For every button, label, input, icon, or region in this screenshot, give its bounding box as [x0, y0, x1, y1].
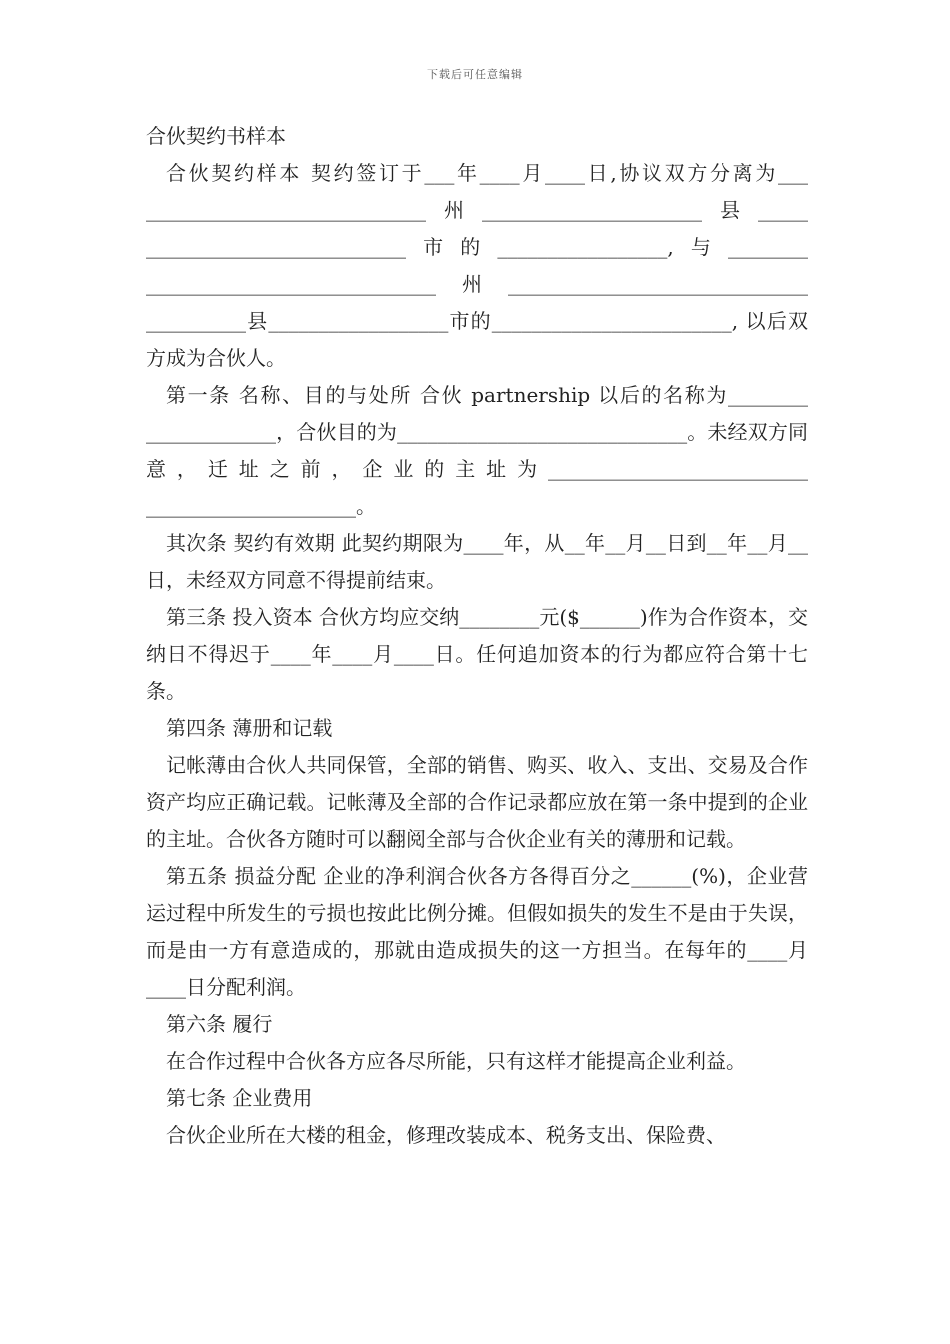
paragraph-article-6-body: 在合作过程中合伙各方应各尽所能，只有这样才能提高企业利益。 [166, 1049, 746, 1073]
paragraph-article-3: 第三条 投入资本 合伙方均应交纳________元($______)作为合作资本，交纳日不得迟于____年____月____日。任何追加资本的行为都应符合第十七条。 [146, 605, 808, 703]
header-note: 下载后可任意编辑 [427, 68, 523, 81]
paragraph-preamble: 合伙契约样本 契约签订于___年____月____日,协议双方分离为___ ____________________________州______________________县_____ __________________________市的_________________,与________ _____________________________州______________________________ __________县__________________市的________________________, 以后双方成为合伙人。 [146, 161, 808, 370]
document-title: 合伙契约书样本 [146, 124, 286, 148]
paragraph-article-7-body: 合伙企业所在大楼的租金，修理改装成本、税务支出、保险费、 [166, 1123, 726, 1147]
heading-article-7: 第七条 企业费用 [166, 1086, 313, 1110]
paragraph-article-5: 第五条 损益分配 企业的净利润合伙各方各得百分之______(%)，企业营运过程中所发生的亏损也按此比例分摊。但假如损失的发生不是由于失误，而是由一方有意造成的，那就由造成损失的这一方担当。在每年的____月____日分配利润。 [146, 864, 808, 999]
heading-article-6: 第六条 履行 [166, 1012, 273, 1036]
heading-article-4: 第四条 薄册和记载 [166, 716, 333, 740]
paragraph-article-4-body: 记帐薄由合伙人共同保管，全部的销售、购买、收入、支出、交易及合作资产均应正确记载。记帐薄及全部的合作记录都应放在第一条中提到的企业的主址。合伙各方随时可以翻阅全部与合伙企业有关的薄册和记载。 [146, 753, 808, 851]
paragraph-article-1: 第一条 名称、目的与处所 合伙 partnership 以后的名称为________ _____________，合伙目的为_____________________________。未经双方同意，迁址之前，企业的主址为__________________________ _____________________。 [146, 383, 808, 518]
paragraph-article-2: 其次条 契约有效期 此契约期限为____年，从__年__月__日到__年__月__日，未经双方同意不得提前结束。 [146, 531, 808, 592]
document-body [146, 118, 808, 1154]
